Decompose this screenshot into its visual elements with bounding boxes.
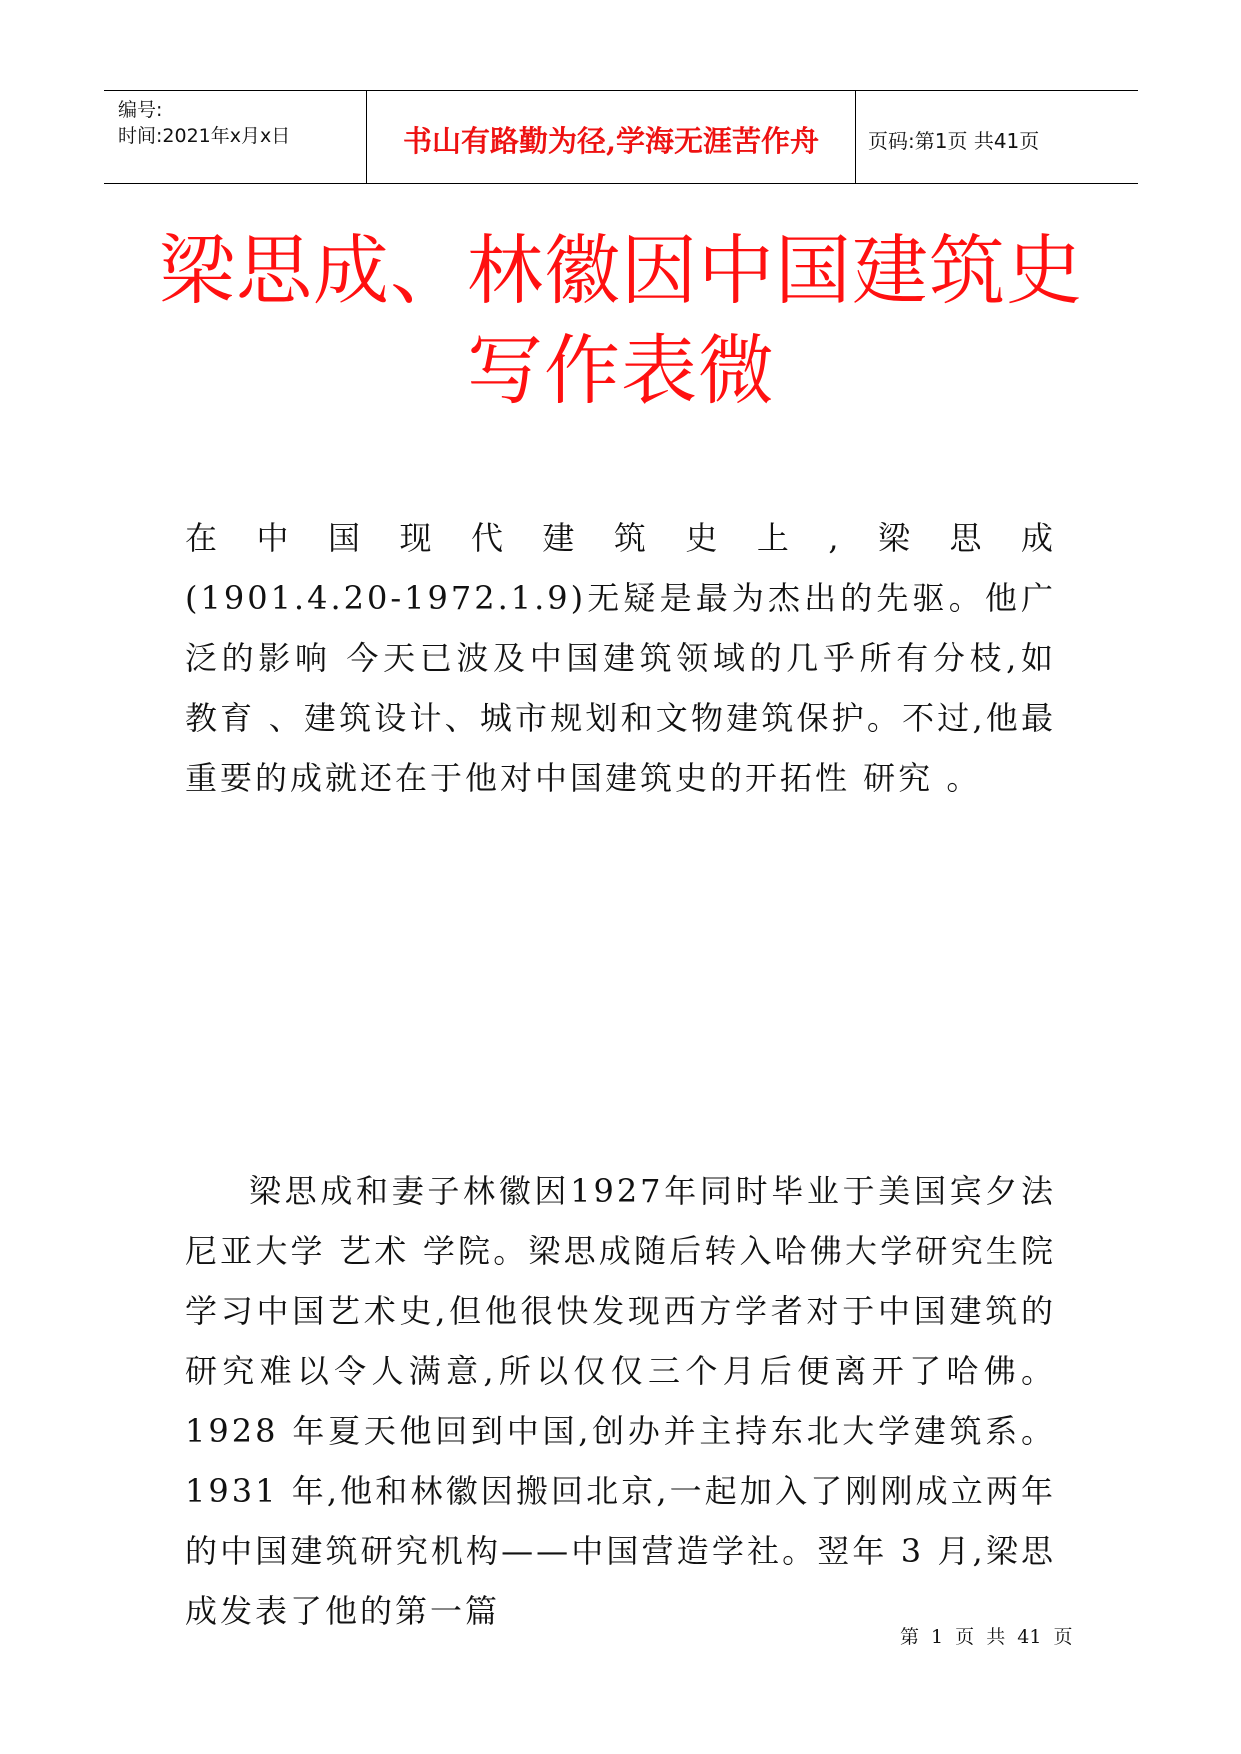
header-motto-cell [366,91,856,183]
paragraph-1-word: 代 [470,519,506,557]
header-page-cell [856,91,1138,183]
paragraph-1-word: 中 [256,519,292,557]
page-code-label: 页码:第1页 共41页 [868,129,1040,153]
paragraph-1-word: 国 [327,519,363,557]
paragraph-1-word: 建 [542,519,578,557]
paragraph-1-word: , [828,519,842,557]
paragraph-1-word: 思 [949,519,985,557]
document-number-label: 编号: [118,99,163,121]
paragraph-1-first-line [185,508,1056,568]
paragraph-1-word: 在 [185,519,221,557]
paragraph-1-word: 筑 [613,519,649,557]
page-header [104,90,1138,184]
document-time-label: 时间:2021年x月x日 [118,125,291,147]
body-paragraph-1 [185,508,1056,808]
document-title-line-1: 梁思成、林徽因中国建筑史 [159,226,1083,315]
motto-text: 书山有路勤为径,学海无涯苦作舟 [402,124,820,158]
paragraph-1-word: 史 [685,519,721,557]
paragraph-1-word: 上 [756,519,792,557]
body-paragraph-2: 梁思成和妻子林徽因1927年同时毕业于美国宾夕法尼亚大学 艺术 学院。梁思成随后转入哈佛大学研究生院 学习中国艺术史,但他很快发现西方学者对于中国建筑的研究难以令人满意,所以仅仅三个月后便离开了哈佛。1928 年夏天他回到中国,创办并主持东北大学建筑系。1931 年,他和林徽因搬回北京,一起加入了刚刚成立两年的中国建筑研究机构——中国营造学社。翌年 3 月,梁思成发表了他的第一篇 [185,1172,1056,1630]
paragraph-1-word: 成 [1020,519,1056,557]
paragraph-1-word: 梁 [878,519,914,557]
page-footer: 第 1 页 共 41 页 [900,1626,1073,1648]
document-title-line-2: 写作表微 [467,326,775,415]
header-info-cell [104,91,366,183]
paragraph-1-text: (1901.4.20-1972.1.9)无疑是最为杰出的先驱。他广泛的影响 今天已波及中国建筑领域的几乎所有分枝,如 教育 、建筑设计、城市规划和文物建筑保护。不过,他最重要的成就还在于他对中国建筑史的开拓性 研究 。 [185,579,1056,797]
paragraph-1-word: 现 [399,519,435,557]
